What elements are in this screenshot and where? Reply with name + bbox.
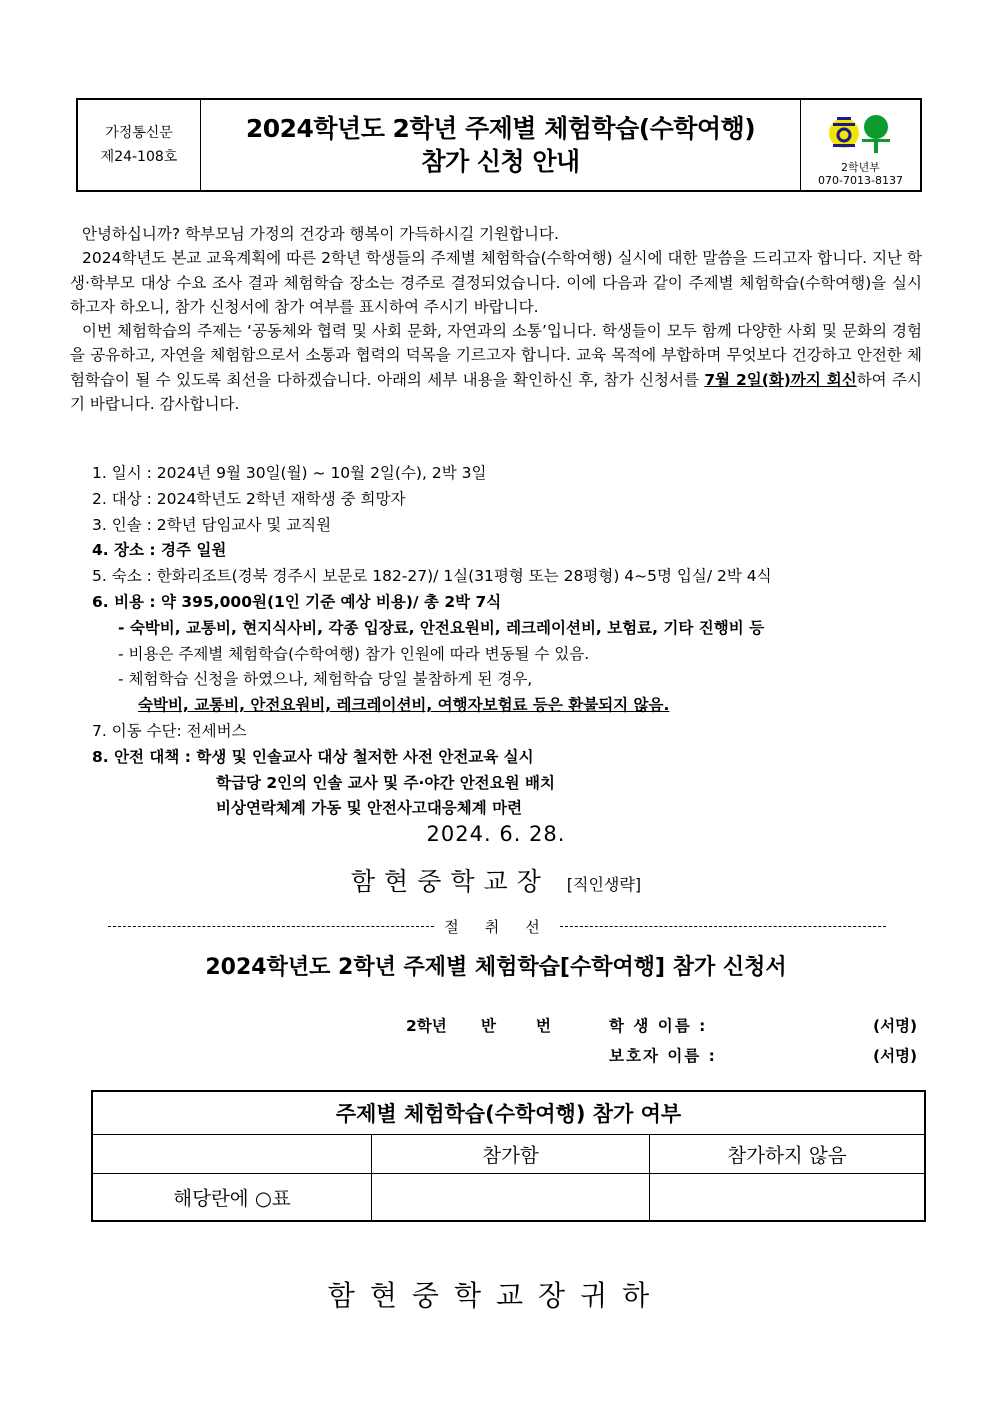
table-title: 주제별 체험학습(수학여행) 참가 여부 bbox=[92, 1091, 925, 1135]
grade-label: 2학년 bbox=[406, 1017, 447, 1035]
list-item: 8. 안전 대책 : 학생 및 인솔교사 대상 철저한 사전 안전교육 실시 bbox=[92, 747, 534, 766]
refund-note bbox=[92, 693, 922, 719]
list-item: 5. 숙소 : 한화리조트(경북 경주시 보문로 182-27)/ 1실(31평형 또는 28평형) 4~5명 입실/ 2박 4식 bbox=[92, 567, 772, 586]
addressee: 함현중학교장귀하 bbox=[327, 1279, 665, 1312]
table-corner-cell bbox=[92, 1135, 372, 1174]
department-phone: 070-7013-8137 bbox=[818, 174, 903, 187]
attend-column-header: 참가함 bbox=[372, 1135, 650, 1174]
dashed-line-left bbox=[108, 926, 434, 927]
department-name: 2학년부 bbox=[841, 161, 880, 174]
not-attend-column-header: 참가하지 않음 bbox=[650, 1135, 926, 1174]
list-item: 4. 장소 : 경주 일원 bbox=[92, 541, 227, 560]
form-title: 2024학년도 2학년 주제별 체험학습[수학여행] 참가 신청서 bbox=[205, 955, 787, 980]
attend-cell[interactable] bbox=[372, 1174, 650, 1222]
signer bbox=[0, 862, 992, 898]
seal-note: [직인생략] bbox=[566, 875, 642, 894]
title-line-2: 참가 신청 안내 bbox=[421, 147, 580, 176]
intro-paragraph-2-a: 이번 체험학습의 주제는 ‘공동체와 협력 및 사회 문화, 자연과의 소통’입니다. 학생들이 모두 함께 다양한 사회 및 문화의 경험을 공유하고, 자연을 체험함으로서 소통과 협력의 덕목을 기르고자 합니다. 교육 목적에 부합하며 무엇보다 건강하고 안전한 체험학습이 될 수 있도록 최선을 다하겠습니다. 아래의 세부 내용을 확인하신 후, 참가 신청서를 bbox=[70, 322, 922, 389]
list-item: 1. 일시 : 2024년 9월 30일(월) ~ 10월 2일(수), 2박 3일 bbox=[92, 464, 487, 482]
signer-name: 함현중학교장 bbox=[350, 867, 550, 896]
refund-note-text: 숙박비, 교통비, 안전요원비, 레크레이션비, 여행자보험료 등은 환불되지 않음. bbox=[138, 696, 670, 715]
department-box bbox=[800, 100, 920, 190]
dashed-line-right bbox=[560, 926, 886, 927]
list-subitem: 비상연락체계 가동 및 안전사고대응체계 마련 bbox=[216, 799, 523, 818]
issue-date: 2024. 6. 28. bbox=[426, 822, 566, 846]
list-subitem: - 숙박비, 교통비, 현지식사비, 각종 입장료, 안전요원비, 레크레이션비, 보험료, 기타 진행비 등 bbox=[118, 618, 765, 637]
intro-paragraph-1: 2024학년도 본교 교육계획에 따른 2학년 학생들의 주제별 체험학습(수학여행) 실시에 대한 말씀을 드리고자 합니다. 지난 학생·학부모 대상 수요 조사 결과 체험학습 장소는 경주로 결정되었습니다. 이에 다음과 같이 주제별 체험학습(수학여행)을 실시하고자 하오니, 참가 신청서에 참가 여부를 표시하여 주시기 바랍니다. bbox=[70, 249, 922, 316]
student-signature-label: (서명) bbox=[873, 1017, 918, 1035]
cut-label: 절취선 bbox=[444, 918, 566, 936]
intro-greeting: 안녕하십니까? 학부모님 가정의 건강과 행복이 가득하시길 기원합니다. bbox=[82, 225, 559, 243]
list-subitem: - 비용은 주제별 체험학습(수학여행) 참가 인원에 따라 변동될 수 있음. bbox=[118, 644, 590, 663]
list-item: 2. 대상 : 2024학년도 2학년 재학생 중 희망자 bbox=[92, 489, 406, 508]
parent-name-label: 보호자 이름 : bbox=[609, 1047, 717, 1065]
number-label: 번 bbox=[536, 1017, 551, 1035]
list-item: 6. 비용 : 약 395,000원(1인 기준 예상 비용)/ 총 2박 7식 bbox=[92, 592, 502, 611]
school-logo-icon bbox=[828, 111, 894, 155]
details-list bbox=[92, 461, 922, 822]
list-item: 3. 인솔 : 2학년 담임교사 및 교직원 bbox=[92, 515, 332, 534]
intro-paragraph-2 bbox=[70, 319, 922, 416]
participation-table bbox=[91, 1090, 926, 1222]
title-line-1: 2024학년도 2학년 주제별 체험학습(수학여행) bbox=[245, 114, 756, 143]
student-name-label: 학 생 이름 : bbox=[609, 1017, 708, 1035]
parent-signature-label: (서명) bbox=[873, 1047, 918, 1065]
intro-paragraph-2-b: 하여 주시기 바랍니다. 감사합니다. bbox=[70, 370, 923, 414]
notice-header bbox=[76, 98, 922, 192]
reply-deadline: 7월 2일(화)까지 회신 bbox=[704, 370, 857, 389]
row-label: 해당란에 ○표 bbox=[92, 1174, 372, 1222]
intro-text bbox=[70, 222, 922, 416]
not-attend-cell[interactable] bbox=[650, 1174, 926, 1222]
notice-title bbox=[201, 100, 800, 190]
notice-type: 가정통신문 bbox=[105, 125, 173, 141]
list-item: 7. 이동 수단: 전세버스 bbox=[92, 721, 247, 740]
notice-number: 제24-108호 bbox=[100, 149, 178, 165]
notice-id-box bbox=[78, 100, 201, 190]
cut-line bbox=[108, 916, 886, 937]
class-label: 반 bbox=[481, 1017, 496, 1035]
list-subitem: - 체험학습 신청을 하였으나, 체험학습 당일 불참하게 된 경우, bbox=[118, 670, 533, 689]
list-subitem: 학급당 2인의 인솔 교사 및 주·야간 안전요원 배치 bbox=[216, 773, 555, 792]
